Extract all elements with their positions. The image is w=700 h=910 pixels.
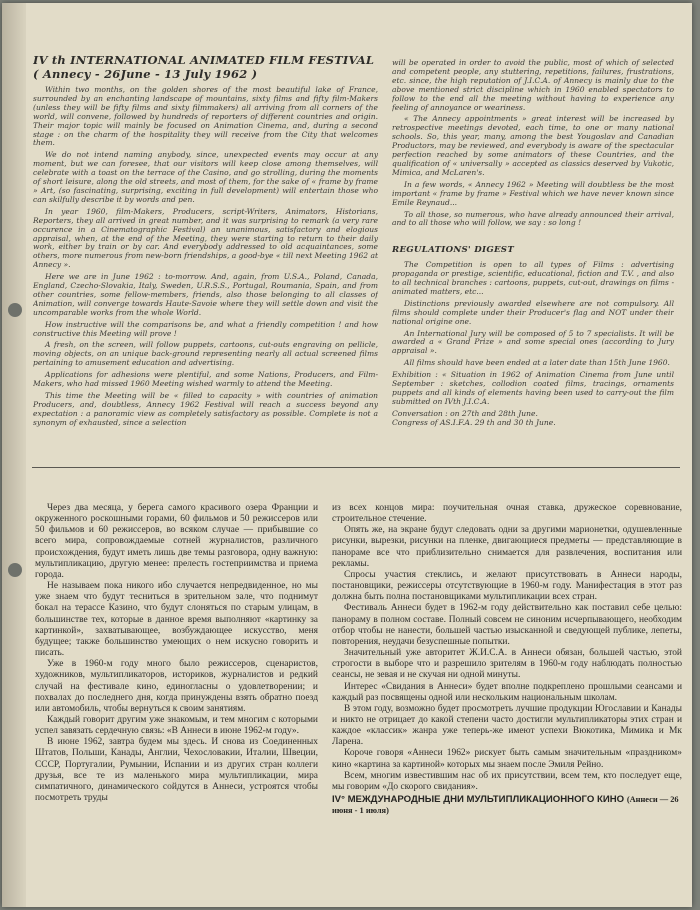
festival-title: IV th INTERNATIONAL ANIMATED FILM FESTIVAL ( Annecy - 26June - 13 July 1962 ) (33, 53, 375, 81)
paragraph: To all those, so numerous, who have already announced their arrival, and to all those who will follow, we say : so long ! (392, 209, 674, 228)
paragraph: An International Jury will be composed of 5 to 7 specialists. It will be awarded a « Grand Prize » and some special ones (according to Jury appraisal ». (392, 328, 674, 356)
paragraph: Уже в 1960-м году много было режиссеров, сценаристов, художников, мультипликаторов, историков, журналистов и редкий случай на фестивале кино, единогласны о удовлетворении; и похвалах до последнего дня, когда принуждены взять обратно поезд или автомобиль, чтобы вернуться к своим занятиям. (35, 659, 318, 714)
paragraph: « The Annecy appointments » great interest will be increased by retrospective meetings devoted, each time, to one or many national schools. So, this year, many, among the best Yougoslav and Canadian Productors, may be reviewed, and everybody is aware of the spectacular perfection reached by some animators of these Countries, and the qualification of « universally » accepted as classics deserved by Vukotic, Mimica, and McLaren's. (392, 114, 674, 177)
paragraph: Опять же, на экране будут следовать одни за другими марионетки, одушевленные рисунки, вырезки, рисунки на пленке, двигающиеся предметы — представляющие в панораме все что приблизительно снимается для развлечения, воспитания или рекламы. (332, 525, 682, 569)
russian-title-dates: (Аннеси — 26 июня - 1 июля) (332, 795, 679, 816)
russian-festival-title (332, 794, 682, 816)
paragraph: Всем, многим известившим нас об их присутствии, всем тем, кто последует еще, мы говорим «До скорого свидания». (332, 770, 682, 792)
paragraph: Короче говоря «Аннеси 1962» рискует быть самым значительным «праздником» кино «картина за картиной» которых мы знаем после Эмиля Рейно. (332, 748, 682, 770)
paragraph: A fresh, on the screen, will follow puppets, cartoons, cut-outs engraving on pellicle, moving objects, on an unique back-ground representing nearly all actual screened films pertaining to amusement education and advertising. (33, 340, 378, 368)
english-column-right (392, 59, 674, 463)
regulations-heading: REGULATIONS' DIGEST (392, 245, 515, 256)
russian-column-right (332, 503, 682, 903)
paragraph: Каждый говорит другим уже знакомым, и тем многим с которыми успел завязать сердечную связь: «В Аннеси в июне 1962-м году». (35, 714, 318, 737)
russian-title-text: IV° МЕЖДУНАРОДНЫЕ ДНИ МУЛЬТИПЛИКАЦИОННОГО КИНО (332, 794, 625, 806)
paragraph: Не называем пока никого ибо случается непредвиденное, но мы уже знаем что будут тесниться в зрительном зале, что поднимут бокал на терассе Казино, что будут слоняться по старым улицам, в большинстве тех, которые в данное время выполняют «картинку за картинкой», захватывающее, возбуждающее искусство, меня будущее; также большинство умеющих о нем искусно говорить и писать. (35, 581, 318, 659)
punch-hole-bottom (8, 563, 22, 577)
paragraph: Within two months, on the golden shores of the most beautiful lake of France, surrounded by an enchanting landscape of mountains, sixty films and fifty film-Makers (unless they will be fifty films and sixty filmmakers) all arriving from all corners of the world, will convene, followed by hundreds of reporters of different countries and origin. Their major topic will mainly be focused on Animation Cinema, and, during a second stage : on the charm of the hospitality they will receive from the City that welcomes them. (33, 85, 378, 148)
document-page (2, 3, 692, 907)
paragraph: Фестиваль Аннеси будет в 1962-м году действительно как поставил себе целью: панораму в полном составе. Полный совсем не синоним исчерпывающего, необходим отбор чтобы не нанести, большей частью изысканной и сведующей публике, лепеты, повторения, неудачи безуспешные попытки. (332, 603, 682, 647)
paragraph: Distinctions previously awarded elsewhere are not compulsory. All films should complete under their Producer's flag and NOT under their national origine one. (392, 298, 674, 326)
paragraph: How instructive will the comparisons be, and what a friendly competition ! and how constructive this Meeting will prove ! (33, 319, 378, 338)
exhibition-line: Exhibition : « Situation in 1962 of Animation Cinema from June until September : sketches, collodion coated films, tracings, ornaments puppets and all kinds of elements having been used to carry-out the film submitted on IVth J.I.C.A. (392, 370, 674, 406)
english-right-body (392, 59, 674, 228)
paragraph: We do not intend naming anybody, since, unexpected events may occur at any moment, but we can foresee, that our visitors will keep close among themselves, will celebrate with a toast on the terrace of the Casino, and go strolling, during the moments of short leisure, along the old streets, and most of them, for the sake of « frame by frame » Art, (so fascinating, surprising, exciting in full development) will entertain those who can skilfully describe it by words and pen. (33, 150, 378, 204)
conversation-line: Conversation : on 27th and 28th June. (392, 408, 538, 418)
paragraph: В июне 1962, завтра будем мы здесь. И снова из Соединенных Штатов, Польши, Канады, Англии, Чехословакии, Италии, Швеции, СССР, Португалии, Румынии, Испании и из других стран коллеги друзья, все те из маленького мира мультипликации, мира симпатичного, динамического сойдутся в Аннеси, устроятся чтобы посмотреть труды (35, 737, 318, 804)
paragraph: Интерес «Свидания в Аннеси» будет вполне подкреплено прошлыми сеансами и каждый раз посвящены одной или нескольким национальным школам. (332, 681, 682, 703)
section-divider (32, 467, 680, 468)
paragraph: из всех концов мира: поучительная очная ставка, дружеское соревнование, строительное стечение. (332, 503, 682, 525)
paragraph: will be operated in order to avoid the public, most of which of selected and competent people, any stuttering, repetitions, failures, frustrations, etc. since, the high reputation of J.I.C.A. of Annecy is mainly due to the above mentioned strict discipline which in 1960 enabled spectators to follow to the end all the meeting without having to experience any feeling of annoyance or weariness. (392, 59, 674, 112)
paragraph: In a few words, « Annecy 1962 » Meeting will doubtless be the most important « frame by frame » Festival which we have never known since Emile Reynaud... (392, 179, 674, 207)
russian-column-left (35, 503, 318, 895)
paragraph: Here we are in June 1962 : to-morrow. And, again, from U.S.A., Poland, Canada, England, Czecho-Slovakia, Italy, Sweden, U.R.S.S., Portugal, Roumania, Spain, and from other countries, some fellow-members, friends, also those belonging to all classes of Animation, will converge towards Haute-Savoie where they will settle down and visit the uncomparable works from the whole World. (33, 272, 378, 317)
paragraph: This time the Meeting will be « filled to capacity » with countries of animation Producers, and, doubtless, Annecy 1962 Festival will reach a success beyond any expectation : a panoramic view as completely satisfactory as possible. Complete is not a synonym of exhausted, since a selection (33, 391, 378, 427)
paragraph: Значительный уже авторитет Ж.И.С.А. в Аннеси обязан, большей частью, этой строгости в выборе что и разрешило зрителям в 1960-м году наблюдать полностью сеансы, не зевая и не скучая ни одной минуты. (332, 648, 682, 681)
paragraph: In year 1960, film-Makers, Producers, script-Writers, Animators, Historians, Reporters, they all arrived in great number, and it was surprising to remark (a very rare occurence in a Cinematographic Festival) an unanimous, satisfactory and elogious appraisal, when, at the end of the Meeting, they were starting to return to their daily work, either by train or by car. And everybody addressed to old acquaintances, some others, more numerous from new-born friendships, a good-bye « till next Meeting 1962 at Annecy ». (33, 206, 378, 270)
english-column-left (33, 53, 378, 463)
binding-gutter (2, 3, 26, 907)
paragraph: Спросы участия стеклись, и желают присутствовать в Аннеси народы, постановщики, режиссеры отсутствующие в 1960-м году. Манифестация в этот раз должна быть полна постановщиками мультипликации всех стран. (332, 569, 682, 603)
paragraph: All films should have been ended at a later date than 15th June 1960. (404, 358, 670, 368)
paragraph: Через два месяца, у берега самого красивого озера Франции и окруженного роскошными горами, 60 фильмов и 50 режиссеров или 50 фильмов и 60 режиссеров, во всяком случае — прибывшие со всего мира, сопровождаемые сотней журналистов, различного происхождения, будут иметь лишь две темы разговора, одну важную: мультипликацию, другую менее: прелесть гостеприимства и приема города. (35, 503, 318, 580)
paragraph: The Competition is open to all types of Films : advertising propaganda or prestige, scientific, educational, fiction and T.V. , and also to all technical branches : cartoons, puppets, cut-out, drawings on films - animated matters, etc... (392, 260, 674, 296)
english-left-body (33, 86, 378, 428)
paragraph: В этом году, возможно будет просмотреть лучшие продукции Югославии и Канады и никто не отрицает до какой степени часто достигли мультипликаторы этих стран и каждое «классик» жанра уже теперь-же имеют успехи Вюкотика, Мимика и Мк Ларена. (332, 703, 682, 748)
congress-line: Congress of AS.I.F.A. 29 th and 30 th June. (392, 417, 556, 427)
punch-hole-top (8, 303, 22, 317)
paragraph: Applications for adhesions were plentiful, and some Nations, Producers, and Film-Makers, who had missed 1960 Meeting wished warmly to attend the Meeting. (33, 370, 378, 389)
regulations-body (392, 261, 674, 427)
